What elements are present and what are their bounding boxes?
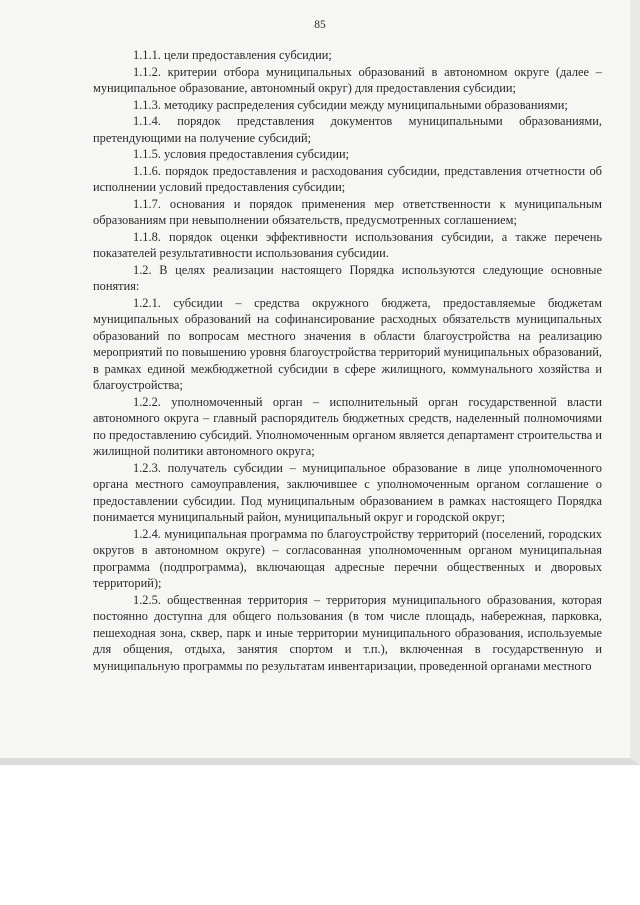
paragraph: 1.2.5. общественная территория – территория муниципального образования, которая постоянно доступна для общего пользования (в том числе площадь, набережная, парковка, пешеходная зона, сквер, парк и иные территории муниципального образования, используемые для общения, отдыха, занятия спортом и т.п.), включенная в государственную и муниципальную программы по результатам инвентаризации, проведенной органами местного <box>93 592 602 673</box>
paragraph: 1.1.6. порядок предоставления и расходования субсидии, представления отчетности об исполнении условий предоставления субсидии; <box>93 163 602 194</box>
page-number: 85 <box>314 19 326 31</box>
document-body <box>93 47 602 674</box>
paragraph: 1.1.3. методику распределения субсидии между муниципальными образованиями; <box>133 97 568 112</box>
paragraph: 1.2.4. муниципальная программа по благоустройству территорий (поселений, городских округов в автономном округе) – согласованная уполномоченным органом муниципальная программа (подпрограмма), включающая адресные перечни общественных и дворовых территорий); <box>93 526 602 590</box>
paragraph: 1.1.7. основания и порядок применения мер ответственности к муниципальным образованиям при невыполнении обязательств, предусмотренных соглашением; <box>93 196 602 227</box>
paragraph: 1.1.4. порядок представления документов муниципальными образованиями, претендующими на получение субсидий; <box>93 114 602 145</box>
paragraph: 1.2.2. уполномоченный орган – исполнительный орган государственной власти автономного округа – главный распорядитель бюджетных средств, наделенный полномочиями по предоставлению субсидий. Уполномоченным органом является департамент строительства и жилищной политики автономного округа; <box>93 394 602 458</box>
paragraph: 1.2. В целях реализации настоящего Порядка используются следующие основные понятия: <box>93 262 602 293</box>
paragraph: 1.1.5. условия предоставления субсидии; <box>133 147 350 161</box>
paragraph: 1.1.8. порядок оценки эффективности использования субсидии, а также перечень показателей результативности использования субсидии. <box>93 229 602 260</box>
paragraph: 1.1.1. цели предоставления субсидии; <box>133 48 332 62</box>
paragraph: 1.2.1. субсидии – средства окружного бюджета, предоставляемые бюджетам муниципальных образований на софинансирование расходных обязательств муниципальных образований по вопросам местного значения в области благоустройства на реализацию мероприятий по повышению уровня благоустройства территорий муниципальных образований, в рамках единой межбюджетной субсидии в сфере жилищного, коммунального хозяйства и благоустройства; <box>93 295 602 392</box>
paragraph: 1.1.2. критерии отбора муниципальных образований в автономном округе (далее – муниципальное образование, автономный округ) для предоставления субсидии; <box>93 64 602 95</box>
paragraph: 1.2.3. получатель субсидии – муниципальное образование в лице уполномоченного органа местного самоуправления, заключившее с уполномоченным органом соглашение о предоставлении субсидии. Под муниципальным образованием в рамках настоящего Порядка понимается муниципальный район, муниципальный округ и городской округ; <box>93 460 602 524</box>
